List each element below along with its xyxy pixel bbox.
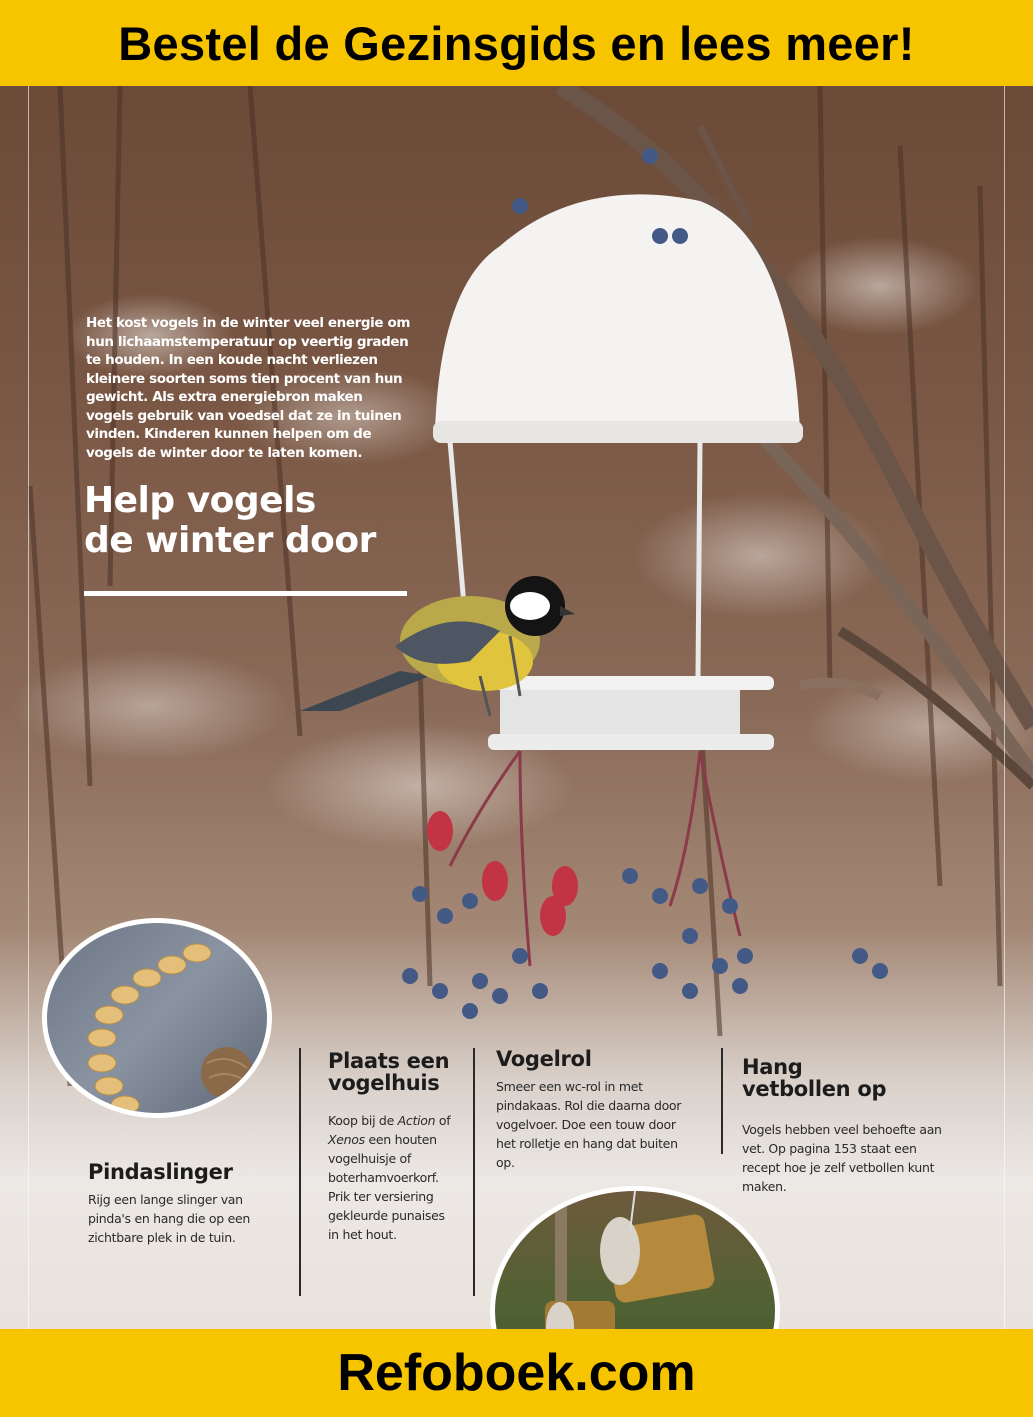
tip-vogelrol-title: Vogelrol (496, 1047, 592, 1071)
top-banner-text: Bestel de Gezinsgids en lees meer! (118, 16, 915, 70)
column-divider (473, 1048, 475, 1296)
column-divider (721, 1048, 723, 1154)
tip-vogelhuis-text: Koop bij de Action of Xenos een houten vogelhuisje of boterhamvoerkorf. Prik ter versiering gekleurde punaises in het hout. (328, 1113, 451, 1242)
great-tit-photo (0, 86, 1033, 1329)
column-divider (299, 1048, 301, 1296)
headline-line-1: Help vogels (84, 480, 316, 521)
tip-vogelhuis-title: Plaats een vogelhuis (328, 1049, 450, 1095)
tip-vetbollen-title: Hang vetbollen op (742, 1055, 887, 1101)
top-banner[interactable] (0, 0, 1033, 86)
headline (84, 481, 444, 561)
tip-pindaslinger-title: Pindaslinger (88, 1160, 233, 1184)
peanut-garland-icon (47, 923, 272, 1118)
peanut-garland-photo (42, 918, 272, 1118)
intro-paragraph: Het kost vogels in de winter veel energie om hun lichaamstemperatuur op veertig graden te houden. In een koude nacht verliezen kleinere soorten soms tien procent van hun gewicht. Als extra energiebron maken vogels gebruik van voedsel dat ze in tuinen vinden. Kinderen kunnen helpen om de vogels de winter door te laten komen. (86, 315, 410, 461)
tip-pindaslinger-text: Rijg een lange slinger van pinda's en hang die op een zichtbare plek in de tuin. (88, 1192, 250, 1245)
website-link[interactable]: Refoboek.com (337, 1344, 696, 1402)
headline-line-2: de winter door (84, 520, 376, 561)
bottom-banner[interactable] (0, 1329, 1033, 1417)
tip-vetbollen-text: Vogels hebben veel behoefte aan vet. Op pagina 153 staat een recept hoe je zelf vetbollen kunt maken. (742, 1122, 942, 1194)
headline-underline (84, 591, 407, 596)
tip-vogelrol-text: Smeer een wc-rol in met pindakaas. Rol die daarna door vogelvoer. Doe een touw door het rolletje en hang dat buiten op. (496, 1079, 682, 1170)
